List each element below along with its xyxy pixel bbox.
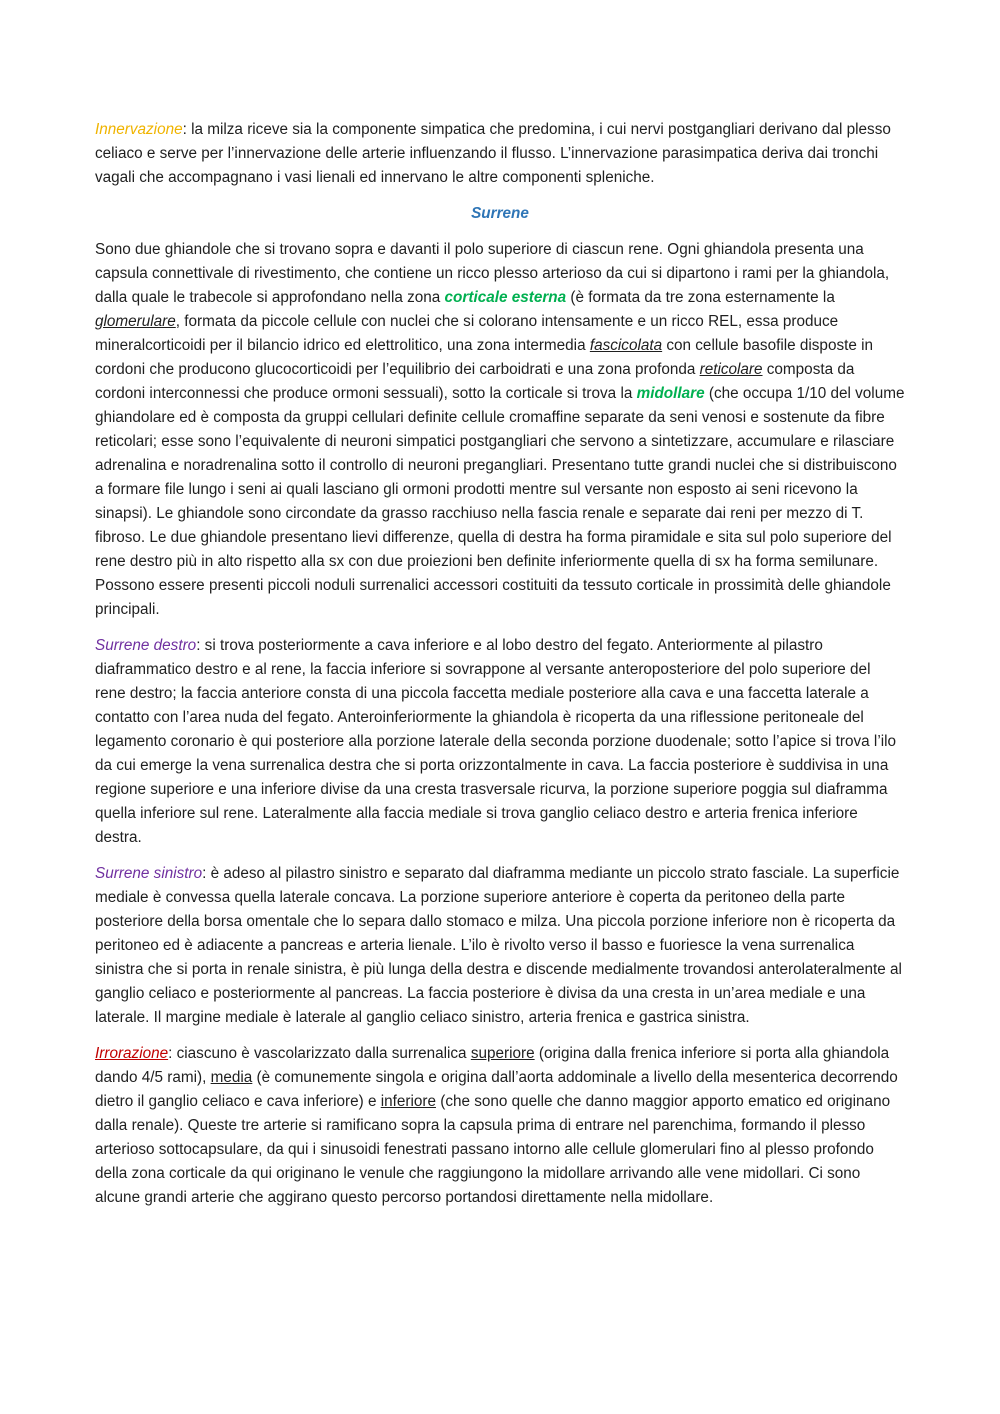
paragraph-surrene-sinistro xyxy=(95,862,905,1030)
section-heading xyxy=(95,202,905,226)
paragraph-text: : la milza riceve sia la componente simpatica che predomina, i cui nervi postgangliari derivano dal plesso celiaco e serve per l’innervazione delle arterie influenzando il flusso. L’innervazione parasimpatica deriva dai tronchi vagali che accompagnano i vasi lienali ed innervano le altre componenti spleniche. xyxy=(95,121,891,186)
paragraph-surrene-destro xyxy=(95,634,905,850)
paragraph-surrene-intro xyxy=(95,238,905,622)
term-midollare: midollare xyxy=(636,385,705,402)
text-run: (è formata da tre zona esternamente la xyxy=(566,289,835,306)
text-run: : ciascuno è vascolarizzato dalla surrenalica xyxy=(168,1045,471,1062)
text-run: (origina dalla frenica inferiore si porta alla ghiandola dando 4/5 rami), xyxy=(95,1045,890,1086)
document-page xyxy=(95,118,905,1222)
heading-surrene: Surrene xyxy=(471,205,529,222)
label-irrorazione: Irrorazione xyxy=(95,1045,169,1062)
paragraph-innervazione xyxy=(95,118,905,190)
text-run: (che sono quelle che danno maggior apporto ematico ed originano dalla renale). Queste tre arterie si ramificano sopra la capsula prima di entrare nel parenchima, formando il plesso arterioso sottocapsulare, da qui i sinusoidi fenestrati passano intorno alle cellule glomerulari fino al plesso profondo della zona corticale da qui originano le venule che raggiungono la midollare arrivando alle vene midollari. Ci sono alcune grandi arterie che aggirano questo percorso portandosi direttamente nella midollare. xyxy=(95,1093,891,1206)
paragraph-text: : è adeso al pilastro sinistro e separato dal diaframma mediante un piccolo strato fasciale. La superficie mediale è convessa quella laterale concava. La porzione superiore anteriore è coperta da peritoneo della parte posteriore della borsa omentale che lo separa dallo stomaco e milza. Una piccola porzione inferiore non è ricoperta da peritoneo ed è adiacente a pancreas e arteria lienale. L’ilo è rivolto verso il basso e fuoriesce la vena surrenalica sinistra che si porta in renale sinistra, è più lunga della destra e discende medialmente trovandosi anterolateralmente al ganglio celiaco e posteriormente al pancreas. La faccia posteriore è divisa da una cresta in un’area mediale e una laterale. Il margine mediale è laterale al ganglio celiaco sinistro, arteria frenica e gastrica sinistra. xyxy=(95,865,902,1026)
term-superiore: superiore xyxy=(470,1045,535,1062)
label-surrene-sinistro: Surrene sinistro xyxy=(95,865,203,882)
term-fascicolata: fascicolata xyxy=(589,337,663,354)
text-run: , formata da piccole cellule con nuclei che si colorano intensamente e un ricco REL, essa produce mineralcorticoidi per il bilancio idrico ed elettrolitico, una zona intermedia xyxy=(95,313,839,354)
term-glomerulare: glomerulare xyxy=(95,313,176,330)
text-run: (che occupa 1/10 del volume ghiandolare ed è composta da gruppi cellulari definite cellule cromaffine separate da seni venosi e sostenute da fibre reticolari; esse sono l’equivalente di neuroni simpatici postgangliari che servono a sintetizzare, accumulare e rilasciare adrenalina e noradrenalina sotto il controllo di neuroni pregangliari. Presentano tutte grandi nuclei che si distribuiscono a formare file lungo i seni ai quali lasciano gli ormoni prodotti mentre sul versante non esposto ai seni ricevono la sinapsi). Le ghiandole sono circondate da grasso racchiuso nella fascia renale e separate dai reni per mezzo di T. fibroso. Le due ghiandole presentano lievi differenze, quella di destra ha forma piramidale e sita sul polo superiore del rene destro più in alto rispetto alla sx con due proiezioni ben definite inferiormente quella di sx ha forma semilunare. Possono essere presenti piccoli noduli surrenalici accessori costituiti da tessuto corticale in prossimità delle ghiandole principali. xyxy=(95,385,905,618)
term-reticolare: reticolare xyxy=(699,361,763,378)
text-run: Sono due ghiandole che si trovano sopra e davanti il polo superiore di ciascun rene. Ogni ghiandola presenta una capsula connettivale di rivestimento, che contiene un ricco plesso arterioso da cui si dipartono i rami per la ghiandola, dalla quale le trabecole si approfondano nella zona xyxy=(95,241,890,306)
label-innervazione: Innervazione xyxy=(95,121,183,138)
term-media: media xyxy=(210,1069,253,1086)
text-run: composta da cordoni interconnessi che produce ormoni sessuali), sotto la corticale si trova la xyxy=(95,361,855,402)
term-corticale-esterna: corticale esterna xyxy=(444,289,567,306)
text-run: (è comunemente singola e origina dall’aorta addominale a livello della mesenterica decorrendo dietro il ganglio celiaco e cava inferiore) e xyxy=(95,1069,898,1110)
text-run: con cellule basofile disposte in cordoni che producono glucocorticoidi per l’equilibrio dei carboidrati e una zona profonda xyxy=(95,337,874,378)
label-surrene-destro: Surrene destro xyxy=(95,637,197,654)
term-inferiore: inferiore xyxy=(380,1093,436,1110)
paragraph-text: : si trova posteriormente a cava inferiore e al lobo destro del fegato. Anteriormente al pilastro diaframmatico destro e al rene, la faccia inferiore si sovrappone al versante anteroposteriore del polo superiore del rene destro; la faccia anteriore consta di una piccola faccetta mediale posteriore alla cava e una faccetta laterale a contatto con l’area nuda del fegato. Anteroinferiormente la ghiandola è ricoperta da una riflessione peritoneale del legamento coronario è qui posteriore alla porzione laterale della seconda porzione duodenale; sotto l’apice si trova l’ilo da cui emerge la vena surrenalica destra che si porta orizzontalmente in cava. La faccia posteriore è suddivisa in una regione superiore e una inferiore divise da una cresta trasversale ricurva, la porzione superiore poggia sul diaframma quella inferiore sul rene. Lateralmente alla faccia mediale si trova ganglio celiaco destro e arteria frenica inferiore destra. xyxy=(95,637,897,846)
paragraph-irrorazione xyxy=(95,1042,905,1210)
